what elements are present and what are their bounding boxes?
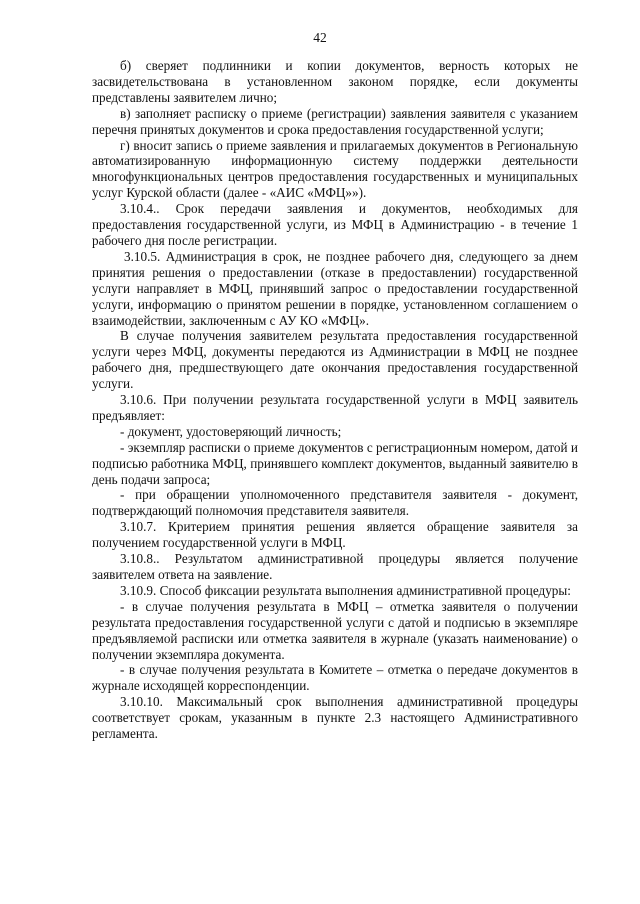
paragraph-3-10-4: 3.10.4.. Срок передачи заявления и документов, необходимых для предоставления государственной услуги, из МФЦ в Администрацию - в течение 1 рабочего дня после регистрации.: [92, 201, 578, 248]
paragraph-g: г) вносит запись о приеме заявления и прилагаемых документов в Региональную автоматизированную информационную систему поддержки деятельности многофункциональных центров предоставления государственных и муниципальных услуг Курской области (далее - «АИС «МФЦ»»).: [92, 137, 578, 201]
list-item-identity-document: - документ, удостоверяющий личность;: [120, 423, 342, 439]
paragraph-mfc-transfer: В случае получения заявителем результата предоставления государственной услуги через МФЦ, документы передаются из Администрации в МФЦ не позднее рабочего дня, предшествующего дате окончания предоставления государственной услуги.: [92, 328, 578, 392]
document-body: [92, 58, 578, 742]
paragraph-3-10-5: 3.10.5. Администрация в срок, не позднее рабочего дня, следующего за днем принятия решения о предоставлении (отказе в предоставлении) государственной услуги направляет в МФЦ, принявший запрос о предоставлении государственной услуги, информацию о принятом решении в порядке, установленном соглашением о взаимодействии, заключенным с АУ КО «МФЦ».: [92, 248, 578, 328]
paragraph-3-10-10: 3.10.10. Максимальный срок выполнения административной процедуры соответствует срокам, указанным в пункте 2.3 настоящего Административного регламента.: [92, 694, 578, 742]
paragraph-v: в) заполняет расписку о приеме (регистрации) заявления заявителя с указанием перечня принятых документов и срока предоставления государственной услуги;: [92, 105, 578, 137]
list-item-receipt-copy: - экземпляр расписки о приеме документов с регистрационным номером, датой и подписью работника МФЦ, принявшего комплект документов, выданный заявителю в день подачи запроса;: [92, 439, 578, 487]
paragraph-3-10-9: 3.10.9. Способ фиксации результата выполнения административной процедуры:: [120, 582, 571, 598]
list-item-result-in-mfc: - в случае получения результата в МФЦ – отметка заявителя о получении результата предоставления государственной услуги с датой и подписью в экземпляре предъявляемой расписки или отметка заявителя в журнале (указать наименование) о получении экземпляра документа.: [92, 598, 578, 662]
page-number: 42: [313, 30, 327, 45]
paragraph-3-10-6: 3.10.6. При получении результата государственной услуги в МФЦ заявитель предъявляет:: [92, 392, 578, 423]
list-item-representative-authority: - при обращении уполномоченного представителя заявителя - документ, подтверждающий полномочия представителя заявителя.: [92, 487, 578, 519]
paragraph-3-10-8: 3.10.8.. Результатом административной процедуры является получение заявителем ответа на заявление.: [92, 551, 578, 582]
paragraph-b: б) сверяет подлинники и копии документов, верность которых не засвидетельствована в установленном законом порядке, если документы представлены заявителем лично;: [92, 58, 578, 105]
list-item-result-in-committee: - в случае получения результата в Комитете – отметка о передаче документов в журнале исходящей корреспонденции.: [92, 662, 578, 694]
paragraph-3-10-7: 3.10.7. Критерием принятия решения является обращение заявителя за получением государственной услуги в МФЦ.: [92, 519, 578, 551]
